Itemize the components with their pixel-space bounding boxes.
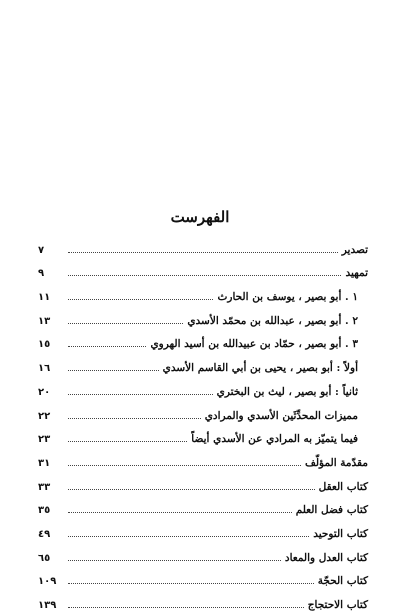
toc-entry-title: كتاب العدل والمعاد <box>284 551 368 564</box>
toc-page-number: ٣٥ <box>38 505 51 517</box>
dot-leader <box>68 512 292 513</box>
toc-entry-title: ٢ . أبو بصير ، عبدالله بن محمّد الأسدي <box>187 314 358 327</box>
dot-leader <box>68 465 301 466</box>
toc-entry-title: مميزات المحدِّثَين الأسدي والمرادي <box>204 409 358 422</box>
toc-entry <box>38 493 368 517</box>
toc-page-number: ١٥ <box>38 339 51 351</box>
toc-entry-title: ٣ . أبو بصير ، حمّاد بن عبيدالله بن أسيد الهروي <box>150 338 358 351</box>
toc-page-number: ٢٣ <box>38 434 51 446</box>
toc-page-number: ١٣ <box>38 315 51 327</box>
dot-leader <box>68 583 314 584</box>
toc-page-number: ١٣٩ <box>38 600 57 611</box>
toc-entry-title: مقدّمة المؤلّف <box>304 456 368 469</box>
dot-leader <box>68 394 213 395</box>
table-of-contents <box>38 232 368 611</box>
dot-leader <box>68 346 146 347</box>
dot-leader <box>68 418 201 419</box>
toc-entry <box>38 279 368 303</box>
toc-page-number: ١١ <box>38 292 51 304</box>
toc-entry-title: كتاب الحجّة <box>317 575 368 588</box>
dot-leader <box>68 275 341 276</box>
dot-leader <box>68 489 315 490</box>
dot-leader <box>68 536 309 537</box>
dot-leader <box>68 560 281 561</box>
toc-entry-title: ١ . أبو بصير ، يوسف بن الحارث <box>217 291 358 304</box>
toc-entry <box>38 445 368 469</box>
toc-page-number: ٤٩ <box>38 528 51 540</box>
toc-page-number: ٩ <box>38 268 45 280</box>
toc-entry-title: كتاب فضل العلم <box>295 504 368 517</box>
toc-page-number: ١٠٩ <box>38 576 57 588</box>
toc-page-number: ٣٣ <box>38 481 51 493</box>
toc-page-number: ٦٥ <box>38 552 51 564</box>
dot-leader <box>68 370 159 371</box>
toc-entry-title: تمهيد <box>345 267 368 280</box>
toc-entry <box>38 256 368 280</box>
toc-entry <box>38 350 368 374</box>
toc-entry <box>38 374 368 398</box>
toc-entry-title: فيما يتميّز به المرادي عن الأسدي أيضاً <box>191 433 358 446</box>
toc-entry <box>38 422 368 446</box>
toc-page-number: ٢٠ <box>38 386 51 398</box>
toc-entry <box>38 303 368 327</box>
toc-entry-title: ثانياً : أبو بصير ، ليث بن البختري <box>216 385 358 398</box>
toc-entry-title: كتاب العقل <box>318 480 368 493</box>
toc-page-number: ٢٢ <box>38 410 51 422</box>
toc-entry <box>38 516 368 540</box>
toc-page-number: ٧ <box>38 244 45 256</box>
dot-leader <box>68 299 213 300</box>
toc-entry-title: تصدير <box>341 243 368 256</box>
dot-leader <box>68 252 338 253</box>
dot-leader <box>68 607 304 608</box>
toc-page-number: ٣١ <box>38 457 51 469</box>
toc-entry <box>38 587 368 611</box>
toc-entry <box>38 327 368 351</box>
toc-entry <box>38 564 368 588</box>
dot-leader <box>68 441 187 442</box>
toc-entry-title: أولاً : أبو بصير ، يحيى بن أبي القاسم الأسدي <box>162 362 358 375</box>
toc-entry <box>38 232 368 256</box>
toc-page-number: ١٦ <box>38 363 51 375</box>
toc-entry <box>38 398 368 422</box>
dot-leader <box>68 323 183 324</box>
page-title: الفهرست <box>170 208 230 226</box>
toc-entry-title: كتاب الاحتجاج <box>307 599 368 611</box>
toc-entry-title: كتاب التوحيد <box>313 527 368 540</box>
toc-entry <box>38 469 368 493</box>
toc-entry <box>38 540 368 564</box>
